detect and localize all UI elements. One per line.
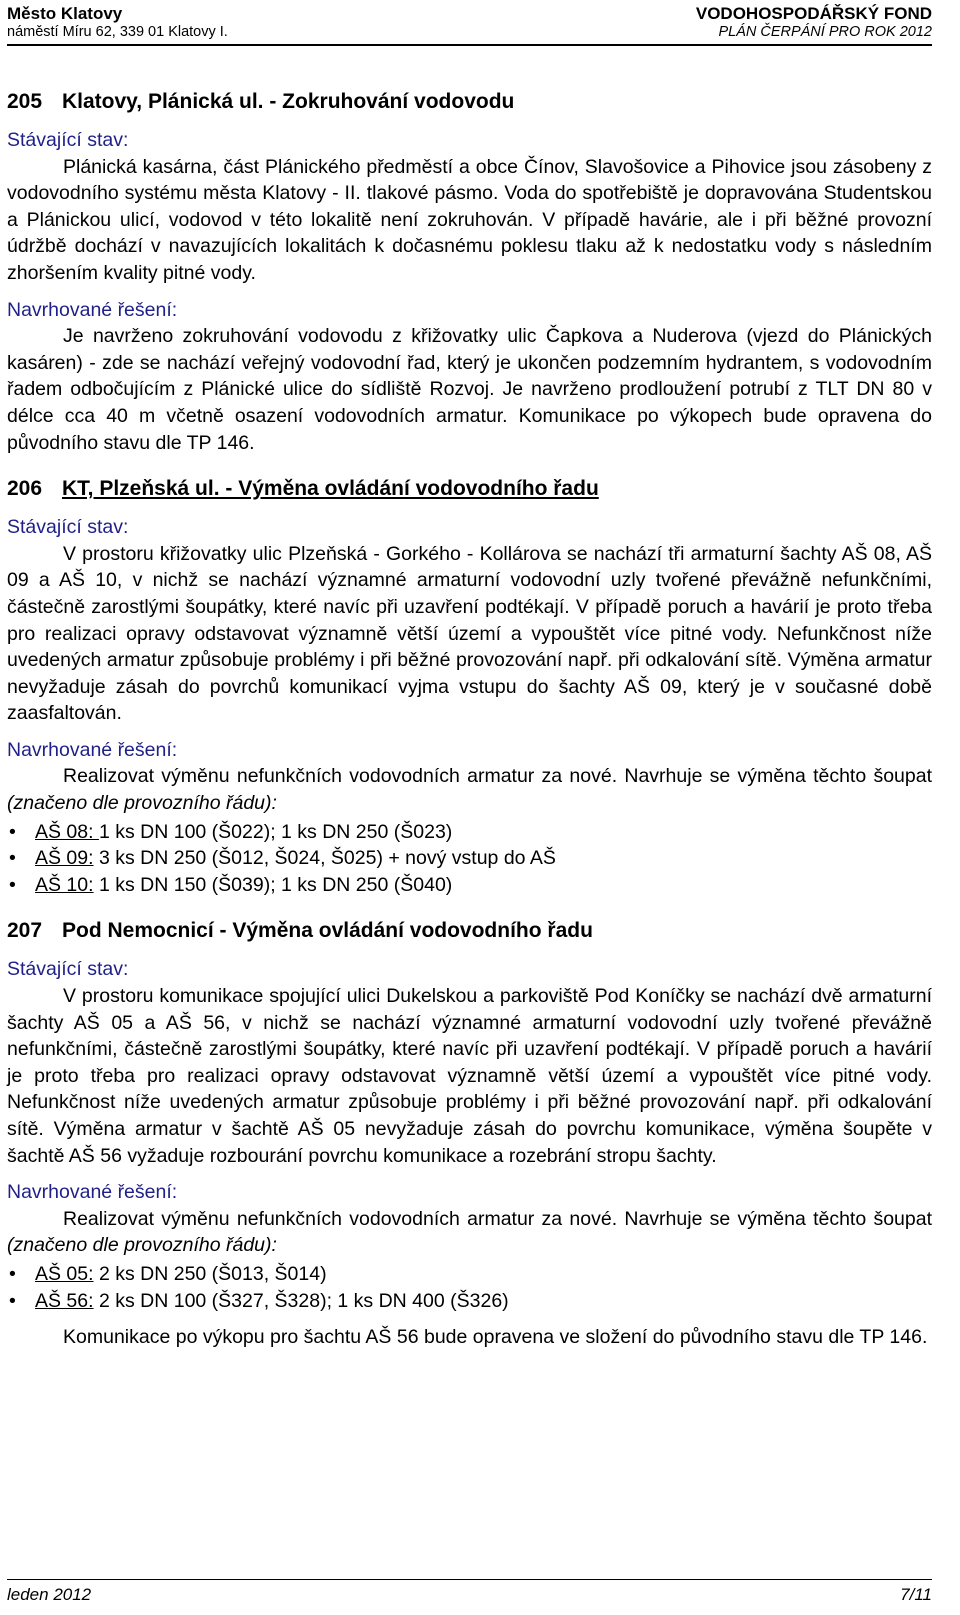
footer-date: leden 2012: [7, 1585, 92, 1604]
header-address: náměstí Míru 62, 339 01 Klatovy I.: [7, 24, 228, 40]
current-state-text: V prostoru komunikace spojující ulici Dukelskou a parkoviště Pod Koníčky se nachází dvě armaturní šachty AŠ 05 a AŠ 56, v nichž se nachází významné armaturní vodovodní uzly tvořené převážně nefunkčními, částečně zarostlými šoupátky, které navíc při uzavření podtékají. V případě poruch a havárií je proto třeba pro realizaci opravy odstavovat významně větší území a vypouštět více pitné vody. Nefunkčnost níže uvedených armatur způsobuje problémy i při běžné provozování např. při odkalování sítě. Výměna armatur v šachtě AŠ 05 nevyžaduje zásah do povrchu komunikace, výměna šoupěte v šachtě AŠ 56 vyžaduje rozbourání povrchu komunikace a rozebrání stropu šachty.: [7, 985, 932, 1167]
header-left: [7, 4, 228, 41]
current-state-label: Stávající stav:: [7, 958, 129, 981]
valve-spec: 1 ks DN 100 (Š022); 1 ks DN 250 (Š023): [98, 820, 453, 843]
header-fund: VODOHOSPODÁŘSKÝ FOND: [695, 4, 932, 23]
section-207: [7, 916, 932, 1350]
shaft-label: AŠ 56:: [35, 1289, 94, 1312]
bullet-icon: •: [9, 1289, 16, 1312]
shaft-label: AŠ 05:: [35, 1262, 94, 1285]
current-state-label: Stávající stav:: [7, 516, 129, 539]
section-number: 206: [7, 477, 43, 501]
section-206: [7, 474, 932, 898]
proposed-solution-text: [7, 763, 932, 816]
bullet-icon: •: [9, 873, 16, 896]
shaft-label: AŠ 08:: [35, 820, 99, 843]
section-title: [7, 474, 932, 504]
bullet-icon: •: [9, 1262, 16, 1285]
section-heading: Pod Nemocnicí - Výměna ovládání vodovodního řadu: [62, 919, 593, 943]
closing-text: Komunikace po výkopu pro šachtu AŠ 56 bude opravena ve složení do původního stavu dle TP 146.: [63, 1326, 928, 1349]
proposed-solution-label: Navrhované řešení:: [7, 1181, 178, 1204]
list-item: [7, 872, 932, 899]
section-heading: KT, Plzeňská ul. - Výměna ovládání vodovodního řadu: [62, 477, 599, 501]
valve-spec: 3 ks DN 250 (Š012, Š024, Š025) + nový vstup do AŠ: [93, 847, 556, 870]
header-city: Město Klatovy: [7, 4, 123, 23]
valve-spec: 2 ks DN 250 (Š013, Š014): [93, 1262, 327, 1285]
proposed-lead: Realizovat výměnu nefunkčních vodovodních armatur za nové. Navrhuje se výměna těchto šoupat: [63, 1207, 932, 1230]
current-state-text: Plánická kasárna, část Plánického předměstí a obce Čínov, Slavošovice a Pihovice jsou zásobeny z vodovodního systému města Klatovy - II. tlakové pásmo. Voda do spotřebiště je dopravována Studentskou a Plánickou ulicí, vodovod v této lokalitě není zokruhován. V případě havárie, ale i při běžné provozní údržbě dochází v navazujících lokalitách k dočasnému poklesu tlaku až k nedostatku vody s následním zhoršením kvality pitné vody.: [7, 155, 932, 284]
valve-spec: 1 ks DN 150 (Š039); 1 ks DN 250 (Š040): [93, 873, 453, 896]
proposed-solution-text: Je navrženo zokruhování vodovodu z křižovatky ulic Čapkova a Nuderova (vjezd do Plánických kasáren) - zde se nachází veřejný vodovodní řad, který je ukončen podzemním hydrantem, s vodovodním řadem odbočujícím z Plánické ulice do sídliště Rozvoj. Je navrženo prodloužení potrubí z TLT DN 80 v délce cca 40 m včetně osazení vodovodních armatur. Komunikace po výkopech bude opravena do původního stavu dle TP 146.: [7, 325, 932, 454]
current-state-text: V prostoru křižovatky ulic Plzeňská - Gorkého - Kollárova se nachází tři armaturní šachty AŠ 08, AŠ 09 a AŠ 10, v nichž se nachází významné armaturní vodovodní uzly tvořené převážně nefunkčními, částečně zarostlými šoupátky, které navíc při uzavření podtékají. V případě poruch a havárií je proto třeba pro realizaci opravy odstavovat významně větší území a vypouštět více pitné vody. Nefunkčnost níže uvedených armatur způsobuje problémy i při běžné provozování např. při odkalování sítě. Výměna armatur nevyžaduje zásah do povrchů komunikací vyjma vstupu do šachty AŠ 09, který je v současné době zaasfaltován.: [7, 542, 932, 725]
valve-list: [7, 1261, 932, 1314]
proposed-lead: Realizovat výměnu nefunkčních vodovodních armatur za nové. Navrhuje se výměna těchto šoupat: [63, 765, 932, 788]
page-header: [7, 4, 932, 46]
list-item: [7, 845, 932, 872]
section-205: [7, 87, 932, 456]
section-number: 205: [7, 90, 43, 113]
page-number: 7/11: [900, 1585, 932, 1604]
shaft-label: AŠ 10:: [35, 873, 94, 896]
proposed-solution-text: [7, 1206, 932, 1259]
section-title: [7, 916, 932, 946]
header-plan: PLÁN ČERPÁNÍ PRO ROK 2012: [718, 24, 932, 40]
valve-list: [7, 819, 932, 899]
current-state-label: Stávající stav:: [7, 129, 129, 151]
valve-spec: 2 ks DN 100 (Š327, Š328); 1 ks DN 400 (Š326): [93, 1289, 509, 1312]
list-item: [7, 819, 932, 846]
list-item: [7, 1288, 932, 1315]
proposed-solution-label: Navrhované řešení:: [7, 298, 178, 321]
bullet-icon: •: [9, 820, 16, 843]
section-number: 207: [7, 919, 43, 943]
proposed-note: (značeno dle provozního řádu):: [7, 792, 277, 815]
list-item: [7, 1261, 932, 1288]
bullet-icon: •: [9, 847, 16, 870]
header-right: [696, 4, 932, 41]
shaft-label: AŠ 09:: [35, 847, 94, 870]
spacer: [7, 1314, 932, 1324]
section-heading: Klatovy, Plánická ul. - Zokruhování vodovodu: [62, 90, 515, 113]
page-footer: [7, 1579, 932, 1604]
document-body: [7, 87, 932, 1369]
section-title: [7, 87, 932, 117]
proposed-solution-label: Navrhované řešení:: [7, 738, 178, 761]
proposed-note: (značeno dle provozního řádu):: [7, 1234, 277, 1257]
